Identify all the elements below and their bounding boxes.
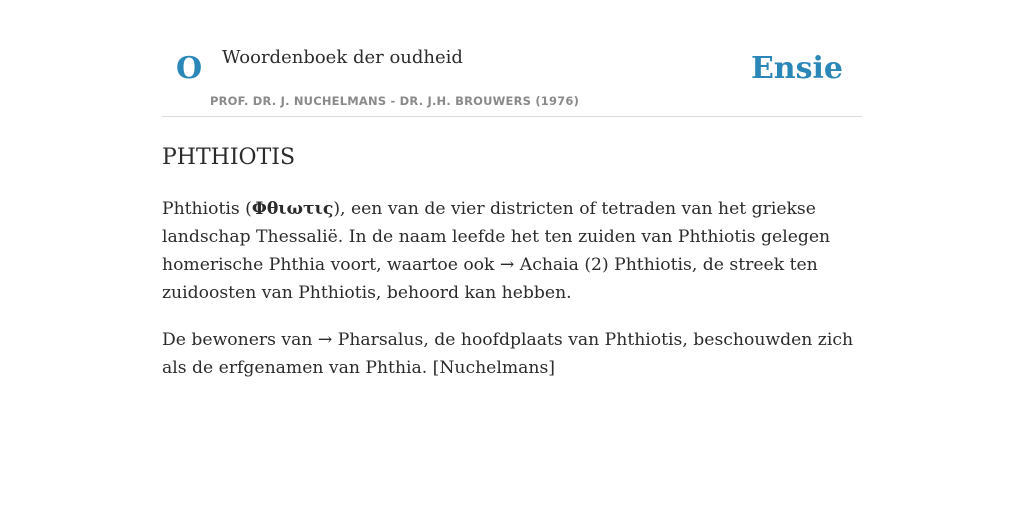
entry-body	[162, 195, 862, 382]
dictionary-authors: PROF. DR. J. NUCHELMANS - DR. J.H. BROUWERS (1976)	[210, 94, 580, 108]
p1-text-1: Phthiotis (	[162, 199, 252, 219]
p1-text-2: ), een van de vier districten of tetraden van het griekse landschap Thessalië. In de naam leefde het ten zuiden van Phthiotis gelegen homerische Phthia voort, waartoe ook	[162, 199, 831, 275]
dictionary-title[interactable]: Woordenboek der oudheid	[222, 47, 463, 68]
entry-paragraph-2	[162, 326, 862, 382]
p1-text-3: Phthiotis, de streek ten zuidoosten van Phthiotis, behoord kan hebben.	[162, 255, 818, 303]
page-container	[162, 0, 862, 382]
entry-title: PHTHIOTIS	[162, 145, 296, 170]
entry-paragraph-1	[162, 195, 862, 307]
link-pharsalus[interactable]: → Pharsalus	[317, 330, 424, 350]
ensie-logo[interactable]: Ensie	[750, 51, 843, 86]
p2-text-2: , de hoofdplaats van Phthiotis, beschouwden zich als de erfgenamen van Phthia. [Nuchelmans]	[162, 330, 854, 378]
greek-term: Φθιωτις	[251, 199, 334, 219]
dictionary-header	[162, 0, 862, 117]
link-achaia[interactable]: → Achaia (2)	[499, 255, 609, 275]
p2-text-1: De bewoners van	[162, 330, 318, 350]
dictionary-logo[interactable]: O	[176, 51, 203, 86]
